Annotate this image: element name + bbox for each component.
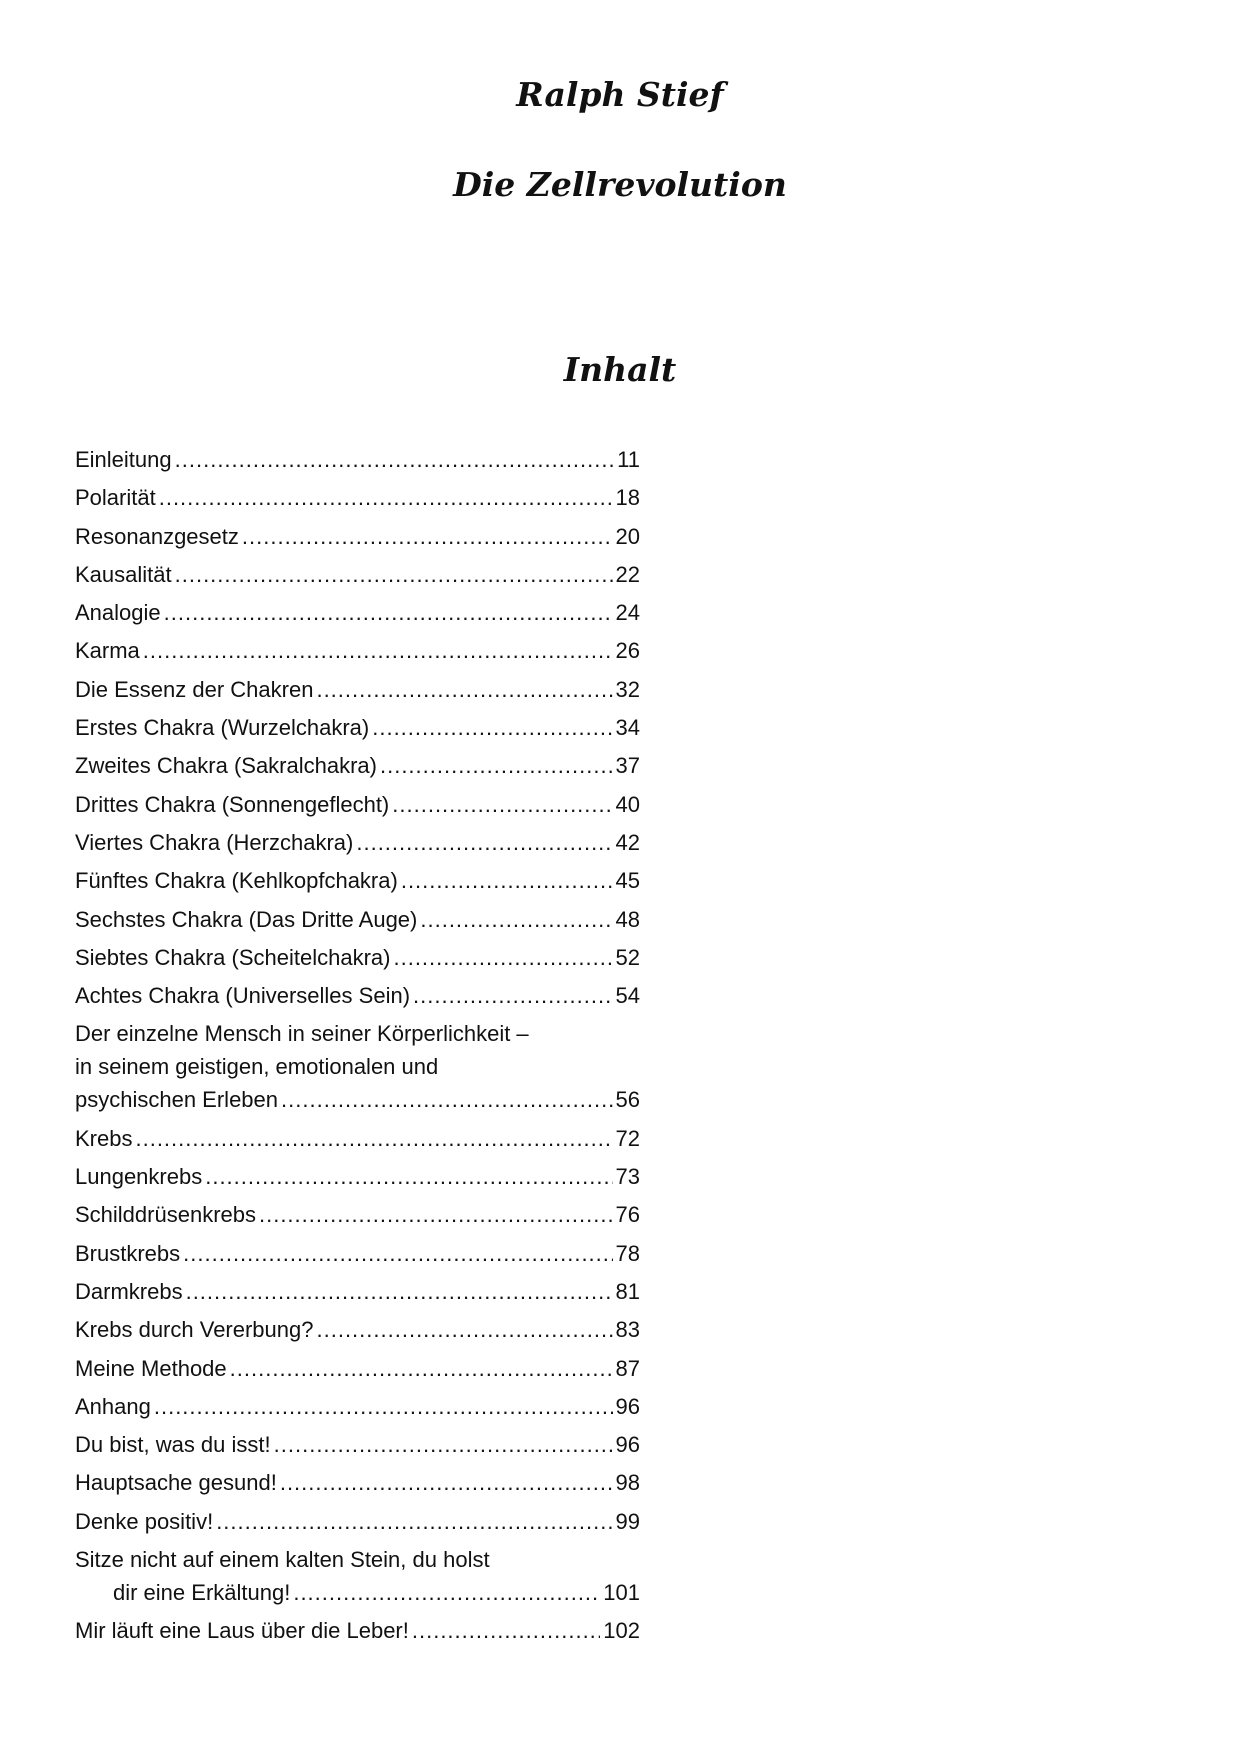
toc-entry-title: Achtes Chakra (Universelles Sein) bbox=[75, 983, 411, 1009]
toc-entry-line bbox=[75, 596, 640, 629]
toc-entry bbox=[75, 443, 640, 476]
toc-heading: Inhalt bbox=[563, 350, 677, 389]
toc-entry bbox=[75, 864, 640, 897]
toc-page-number: 26 bbox=[615, 638, 640, 664]
toc-entry-line bbox=[75, 941, 640, 974]
dot-leader bbox=[175, 558, 613, 591]
dot-leader bbox=[372, 711, 612, 744]
toc-entry-line bbox=[75, 1313, 640, 1346]
toc-entry-title: Mir läuft eine Laus über die Leber! bbox=[75, 1618, 409, 1644]
toc-entry-line bbox=[75, 979, 640, 1012]
toc-entry-title: Karma bbox=[75, 638, 140, 664]
toc-entry-line bbox=[75, 1083, 640, 1116]
toc-entry-title: Sitze nicht auf einem kalten Stein, du holst bbox=[75, 1547, 490, 1573]
toc-page-number: 83 bbox=[615, 1317, 640, 1343]
dot-leader bbox=[401, 864, 613, 897]
toc-page-number: 72 bbox=[615, 1125, 640, 1151]
dot-leader bbox=[420, 903, 612, 936]
toc-entry-line bbox=[75, 1122, 640, 1155]
toc-page-number: 102 bbox=[603, 1618, 640, 1644]
toc-entry bbox=[75, 826, 640, 859]
toc-entry-line bbox=[75, 558, 640, 591]
dot-leader bbox=[393, 941, 612, 974]
toc-entry-line bbox=[75, 1505, 640, 1538]
toc-page-number: 42 bbox=[615, 829, 640, 855]
toc-entry-title: Schilddrüsenkrebs bbox=[75, 1202, 256, 1228]
toc-entry-line bbox=[75, 788, 640, 821]
toc-entry-line bbox=[75, 1050, 640, 1083]
dot-leader bbox=[183, 1237, 612, 1270]
toc-entry bbox=[75, 979, 640, 1012]
dot-leader bbox=[259, 1198, 613, 1231]
toc-entry bbox=[75, 1505, 640, 1538]
toc-entry-title: Siebtes Chakra (Scheitelchakra) bbox=[75, 944, 391, 970]
toc-page-number: 45 bbox=[615, 868, 640, 894]
toc-entry bbox=[75, 1122, 640, 1155]
dot-leader bbox=[316, 673, 612, 706]
toc-entry bbox=[75, 1466, 640, 1499]
toc-entry-line bbox=[75, 1237, 640, 1270]
toc-entry-title: Brustkrebs bbox=[75, 1240, 181, 1266]
toc-entry-line bbox=[75, 749, 640, 782]
toc-entry-line bbox=[75, 1614, 640, 1647]
toc-entry-title: Du bist, was du isst! bbox=[75, 1432, 271, 1458]
toc-entry-title: Krebs durch Vererbung? bbox=[75, 1317, 314, 1343]
toc-entry bbox=[75, 749, 640, 782]
toc-entry-title: Darmkrebs bbox=[75, 1278, 183, 1304]
toc-page-number: 78 bbox=[615, 1240, 640, 1266]
dot-leader bbox=[392, 788, 612, 821]
toc-entry bbox=[75, 1313, 640, 1346]
toc-entry-title: Sechstes Chakra (Das Dritte Auge) bbox=[75, 906, 418, 932]
dot-leader bbox=[281, 1083, 613, 1116]
dot-leader bbox=[412, 1614, 600, 1647]
dot-leader bbox=[380, 749, 613, 782]
toc-page-number: 96 bbox=[615, 1393, 640, 1419]
toc-entry-line bbox=[75, 1160, 640, 1193]
dot-leader bbox=[154, 1390, 613, 1423]
toc-entry bbox=[75, 711, 640, 744]
toc-entry-title: Denke positiv! bbox=[75, 1508, 214, 1534]
dot-leader bbox=[143, 634, 613, 667]
dot-leader bbox=[317, 1313, 613, 1346]
dot-leader bbox=[216, 1505, 612, 1538]
toc-page-number: 56 bbox=[615, 1087, 640, 1113]
dot-leader bbox=[356, 826, 612, 859]
toc-entry-title: Hauptsache gesund! bbox=[75, 1470, 277, 1496]
dot-leader bbox=[280, 1466, 613, 1499]
toc-entry-title: Der einzelne Mensch in seiner Körperlichkeit – bbox=[75, 1021, 529, 1047]
toc-entry-line bbox=[75, 673, 640, 706]
table-of-contents bbox=[75, 443, 640, 1653]
toc-entry-line bbox=[75, 903, 640, 936]
toc-page-number: 22 bbox=[615, 561, 640, 587]
toc-page-number: 40 bbox=[615, 791, 640, 817]
dot-leader bbox=[274, 1428, 613, 1461]
toc-entry bbox=[75, 941, 640, 974]
toc-entry-title: psychischen Erleben bbox=[75, 1087, 279, 1113]
toc-entry-line bbox=[75, 1275, 640, 1308]
toc-page-number: 11 bbox=[617, 447, 640, 472]
toc-entry bbox=[75, 596, 640, 629]
toc-page-number: 52 bbox=[615, 944, 640, 970]
toc-entry-title: in seinem geistigen, emotionalen und bbox=[75, 1054, 439, 1080]
toc-entry-line bbox=[75, 1576, 640, 1609]
toc-entry bbox=[75, 903, 640, 936]
toc-entry-line bbox=[75, 443, 640, 476]
toc-entry-line bbox=[75, 1017, 640, 1050]
dot-leader bbox=[413, 979, 612, 1012]
toc-entry-title: Krebs bbox=[75, 1125, 133, 1151]
toc-page-number: 54 bbox=[615, 983, 640, 1009]
toc-entry-title: Lungenkrebs bbox=[75, 1164, 203, 1190]
toc-entry-title: Erstes Chakra (Wurzelchakra) bbox=[75, 715, 370, 741]
toc-entry bbox=[75, 520, 640, 553]
toc-page-number: 20 bbox=[615, 523, 640, 549]
toc-entry-title: Kausalität bbox=[75, 561, 172, 587]
toc-page-number: 32 bbox=[615, 676, 640, 702]
toc-entry bbox=[75, 481, 640, 514]
toc-entry-line bbox=[75, 864, 640, 897]
dot-leader bbox=[293, 1576, 600, 1609]
author-name: Ralph Stief bbox=[516, 75, 724, 114]
toc-entry-line bbox=[75, 1390, 640, 1423]
dot-leader bbox=[164, 596, 613, 629]
toc-entry-title: Einleitung bbox=[75, 447, 172, 472]
toc-entry-title: dir eine Erkältung! bbox=[113, 1580, 291, 1606]
toc-entry-title: Polarität bbox=[75, 485, 156, 511]
toc-page-number: 96 bbox=[615, 1432, 640, 1458]
dot-leader bbox=[159, 481, 613, 514]
dot-leader bbox=[135, 1122, 612, 1155]
toc-page-number: 48 bbox=[615, 906, 640, 932]
toc-entry-line bbox=[75, 1428, 640, 1461]
toc-entry bbox=[75, 1237, 640, 1270]
dot-leader bbox=[175, 443, 613, 476]
toc-entry bbox=[75, 1275, 640, 1308]
toc-entry-line bbox=[75, 1466, 640, 1499]
toc-page-number: 76 bbox=[615, 1202, 640, 1228]
toc-entry-line bbox=[75, 711, 640, 744]
toc-entry-title: Analogie bbox=[75, 600, 161, 626]
toc-entry bbox=[75, 1543, 640, 1609]
toc-entry-title: Zweites Chakra (Sakralchakra) bbox=[75, 753, 377, 779]
toc-entry bbox=[75, 1017, 640, 1116]
toc-entry-title: Anhang bbox=[75, 1393, 151, 1419]
toc-entry-title: Resonanzgesetz bbox=[75, 523, 239, 549]
toc-entry-title: Drittes Chakra (Sonnengeflecht) bbox=[75, 791, 390, 817]
toc-entry-title: Viertes Chakra (Herzchakra) bbox=[75, 829, 354, 855]
toc-entry bbox=[75, 1160, 640, 1193]
toc-entry bbox=[75, 1390, 640, 1423]
dot-leader bbox=[230, 1352, 613, 1385]
toc-entry-title: Meine Methode bbox=[75, 1355, 227, 1381]
toc-entry bbox=[75, 558, 640, 591]
toc-entry bbox=[75, 1352, 640, 1385]
toc-entry-line bbox=[75, 520, 640, 553]
toc-entry-line bbox=[75, 634, 640, 667]
dot-leader bbox=[186, 1275, 613, 1308]
toc-entry-line bbox=[75, 1198, 640, 1231]
toc-entry bbox=[75, 1198, 640, 1231]
toc-page-number: 24 bbox=[615, 600, 640, 626]
toc-page-number: 34 bbox=[615, 715, 640, 741]
toc-entry-title: Die Essenz der Chakren bbox=[75, 676, 314, 702]
toc-entry-line bbox=[75, 826, 640, 859]
dot-leader bbox=[242, 520, 613, 553]
toc-entry bbox=[75, 1428, 640, 1461]
toc-entry-line bbox=[75, 481, 640, 514]
dot-leader bbox=[205, 1160, 612, 1193]
toc-page-number: 87 bbox=[615, 1355, 640, 1381]
toc-entry-line bbox=[75, 1352, 640, 1385]
toc-page-number: 37 bbox=[615, 753, 640, 779]
toc-page-number: 18 bbox=[615, 485, 640, 511]
book-title: Die Zellrevolution bbox=[453, 165, 787, 204]
toc-page-number: 73 bbox=[615, 1164, 640, 1190]
toc-page-number: 99 bbox=[615, 1508, 640, 1534]
toc-entry-line bbox=[75, 1543, 640, 1576]
toc-entry bbox=[75, 634, 640, 667]
toc-page-number: 81 bbox=[615, 1278, 640, 1304]
toc-page-number: 101 bbox=[603, 1580, 640, 1606]
toc-entry-title: Fünftes Chakra (Kehlkopfchakra) bbox=[75, 868, 398, 894]
toc-entry bbox=[75, 788, 640, 821]
toc-entry bbox=[75, 1614, 640, 1647]
toc-entry bbox=[75, 673, 640, 706]
toc-page-number: 98 bbox=[615, 1470, 640, 1496]
